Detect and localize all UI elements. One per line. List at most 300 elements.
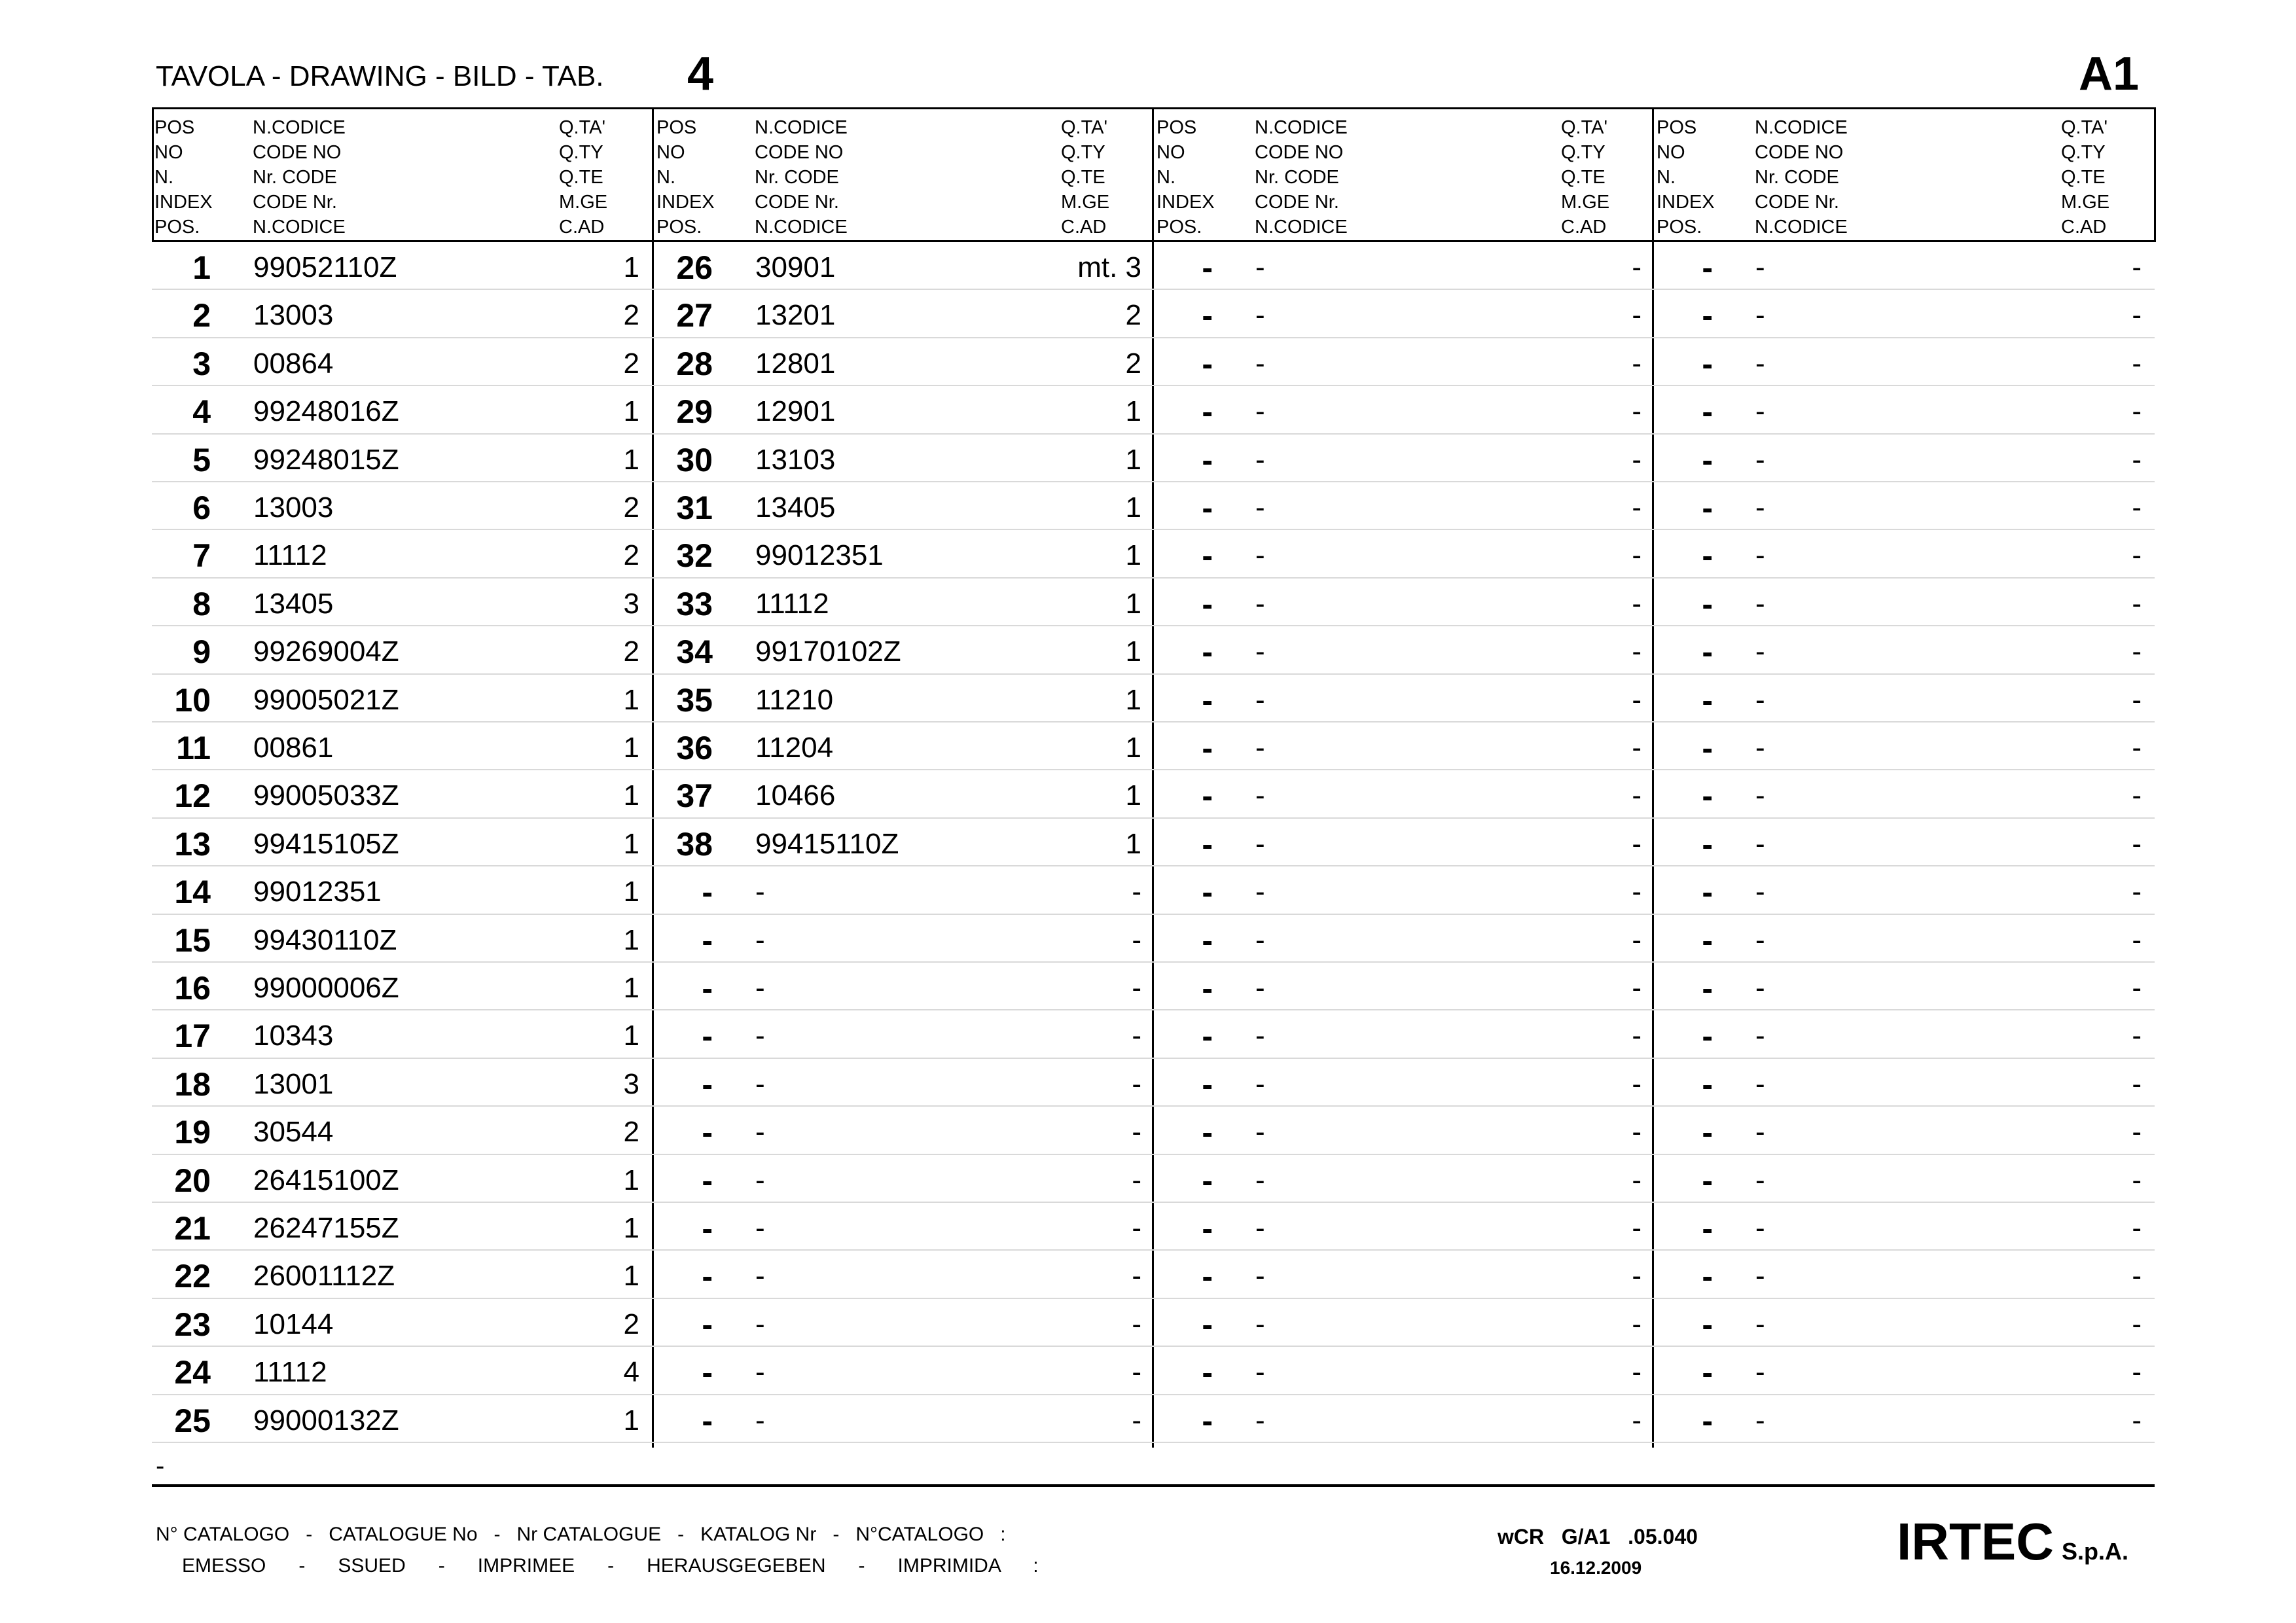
column-header-pos: [154, 115, 213, 240]
row-position: -: [1702, 537, 1713, 575]
row-position: -: [1202, 1114, 1213, 1151]
row-position: -: [1202, 1065, 1213, 1103]
row-position: 3: [192, 345, 211, 382]
row-quantity: 1: [623, 923, 639, 956]
row-quantity: -: [1132, 1404, 1141, 1436]
row-position: -: [1202, 633, 1213, 671]
row-quantity: -: [2132, 732, 2142, 764]
row-separator: [152, 1202, 2155, 1203]
row-position: 15: [174, 921, 211, 959]
header-label: M.GE: [1561, 192, 1610, 213]
row-quantity: 3: [623, 1067, 639, 1100]
header-label: N.CODICE: [253, 117, 346, 138]
row-quantity: -: [1632, 876, 1641, 908]
row-position: 37: [676, 777, 713, 815]
row-quantity: -: [1632, 1308, 1641, 1340]
row-quantity: -: [2132, 972, 2142, 1004]
row-separator: [152, 1249, 2155, 1251]
row-position: -: [702, 970, 713, 1007]
row-code: -: [1255, 876, 1265, 908]
row-quantity: 1: [623, 1164, 639, 1196]
row-position: 27: [676, 297, 713, 334]
row-code: -: [1255, 347, 1265, 380]
row-quantity: 2: [623, 635, 639, 668]
row-quantity: 2: [623, 1116, 639, 1149]
column-header-qty: [2061, 115, 2109, 240]
row-separator: [152, 1346, 2155, 1347]
row-separator: [152, 865, 2155, 866]
header-label: M.GE: [1061, 192, 1110, 213]
row-quantity: 2: [623, 299, 639, 332]
row-quantity: -: [2132, 251, 2142, 283]
row-quantity: 1: [1125, 779, 1141, 812]
row-position: 7: [192, 537, 211, 575]
footer: [156, 1512, 2159, 1597]
row-position: -: [1202, 585, 1213, 622]
row-position: -: [1702, 345, 1713, 382]
row-quantity: -: [1132, 1212, 1141, 1244]
row-code: 99000006Z: [253, 972, 399, 1004]
row-code: 11204: [755, 732, 834, 764]
header-label: CODE Nr.: [1755, 192, 1839, 213]
row-code: -: [1255, 779, 1265, 812]
row-quantity: -: [1632, 395, 1641, 428]
row-quantity: -: [1632, 779, 1641, 812]
row-code: 99000132Z: [253, 1404, 399, 1436]
row-code: 26001112Z: [253, 1260, 395, 1293]
header-label: N.: [154, 167, 173, 188]
table-number: 4: [687, 48, 714, 100]
row-code: 99248015Z: [253, 443, 399, 476]
row-quantity: 2: [1125, 347, 1141, 380]
header-label: POS.: [154, 217, 200, 238]
row-position: 12: [174, 777, 211, 815]
row-position: 17: [174, 1018, 211, 1055]
row-position: 36: [676, 730, 713, 766]
row-code: -: [755, 923, 765, 956]
row-position: -: [702, 1354, 713, 1391]
row-code: -: [1255, 491, 1265, 524]
row-quantity: -: [2132, 1260, 2142, 1293]
row-quantity: -: [1632, 1020, 1641, 1052]
row-code: 13003: [253, 491, 334, 524]
row-code: 99052110Z: [253, 251, 397, 283]
header-label: NO: [1157, 142, 1185, 163]
row-position: -: [1202, 345, 1213, 382]
row-separator: [152, 433, 2155, 435]
column-header-code: [1255, 115, 1348, 240]
row-separator: [152, 817, 2155, 819]
row-quantity: 2: [623, 491, 639, 524]
row-code: -: [1255, 923, 1265, 956]
row-quantity: -: [1632, 972, 1641, 1004]
row-quantity: 1: [623, 732, 639, 764]
header-label: N.: [656, 167, 675, 188]
header-label: INDEX: [154, 192, 213, 213]
row-position: -: [1702, 681, 1713, 719]
row-position: 30: [676, 441, 713, 478]
row-quantity: 1: [1125, 491, 1141, 524]
row-separator: [152, 625, 2155, 626]
row-code: -: [1255, 1356, 1265, 1389]
row-code: -: [1255, 299, 1265, 332]
row-code: -: [1255, 683, 1265, 716]
row-code: -: [755, 1308, 765, 1340]
row-position: -: [1702, 1065, 1713, 1103]
row-position: -: [702, 1114, 713, 1151]
row-position: -: [1702, 1114, 1713, 1151]
header-label: NO: [1657, 142, 1685, 163]
row-quantity: -: [1632, 923, 1641, 956]
header-label: C.AD: [1061, 217, 1107, 238]
row-position: -: [1702, 585, 1713, 622]
row-quantity: 1: [1125, 732, 1141, 764]
row-code: -: [755, 1404, 765, 1436]
row-code: -: [755, 1260, 765, 1293]
row-position: 6: [192, 490, 211, 526]
row-code: -: [1755, 1356, 1765, 1389]
row-code: 99430110Z: [253, 923, 397, 956]
row-quantity: -: [2132, 1356, 2142, 1389]
row-position: 26: [676, 249, 713, 286]
company-logo: [1897, 1512, 2128, 1572]
row-position: -: [702, 1258, 713, 1295]
header-label: POS: [154, 117, 195, 138]
header-label: NO: [154, 142, 183, 163]
column-header-code: [755, 115, 848, 240]
row-position: 38: [676, 825, 713, 863]
row-position: -: [1702, 1162, 1713, 1199]
row-code: -: [1755, 395, 1765, 428]
row-code: -: [1755, 1404, 1765, 1436]
row-code: -: [1255, 443, 1265, 476]
row-code: 13003: [253, 299, 334, 332]
row-quantity: -: [1632, 443, 1641, 476]
row-position: -: [702, 1065, 713, 1103]
row-quantity: -: [2132, 443, 2142, 476]
row-position: -: [702, 1018, 713, 1055]
row-separator: [152, 914, 2155, 915]
row-position: -: [1202, 1354, 1213, 1391]
row-code: -: [755, 1212, 765, 1244]
row-position: -: [1702, 970, 1713, 1007]
row-quantity: 1: [1125, 395, 1141, 428]
row-quantity: -: [1132, 1067, 1141, 1100]
row-code: 30901: [755, 251, 836, 283]
row-quantity: -: [2132, 1164, 2142, 1196]
row-quantity: -: [1132, 1308, 1141, 1340]
row-code: -: [1755, 732, 1765, 764]
header-label: Q.TA': [1061, 117, 1108, 138]
row-position: -: [702, 874, 713, 911]
row-quantity: -: [1632, 1212, 1641, 1244]
row-code: 12801: [755, 347, 836, 380]
row-code: -: [1755, 1308, 1765, 1340]
row-position: 23: [174, 1306, 211, 1343]
row-separator: [152, 1394, 2155, 1395]
row-code: -: [1755, 1212, 1765, 1244]
header-label: POS: [1657, 117, 1697, 138]
row-separator: [152, 1009, 2155, 1010]
row-code: 13405: [253, 587, 334, 620]
row-position: -: [1702, 633, 1713, 671]
row-quantity: -: [2132, 1212, 2142, 1244]
row-code: 11112: [253, 539, 327, 572]
row-code: 99170102Z: [755, 635, 901, 668]
header-label: N.CODICE: [1255, 117, 1348, 138]
header-label: CODE NO: [755, 142, 844, 163]
row-position: 1: [192, 249, 211, 286]
row-code: -: [1755, 299, 1765, 332]
row-quantity: -: [2132, 779, 2142, 812]
row-code: 99415105Z: [253, 827, 399, 860]
row-code: -: [1255, 1164, 1265, 1196]
row-code: -: [1255, 251, 1265, 283]
row-quantity: mt. 3: [1077, 251, 1141, 283]
row-code: -: [1255, 539, 1265, 572]
row-quantity: 2: [1125, 299, 1141, 332]
row-quantity: 1: [1125, 683, 1141, 716]
row-position: -: [702, 1210, 713, 1247]
row-position: 4: [192, 393, 211, 431]
header-label: Nr. CODE: [1255, 167, 1339, 188]
header-label: POS.: [656, 217, 702, 238]
row-separator: [152, 721, 2155, 722]
row-quantity: 1: [623, 1020, 639, 1052]
row-code: 11210: [755, 683, 834, 716]
row-separator: [152, 1442, 2155, 1443]
row-code: -: [1755, 779, 1765, 812]
row-code: 99012351: [755, 539, 884, 572]
row-position: -: [1202, 297, 1213, 334]
row-quantity: -: [1632, 683, 1641, 716]
row-quantity: -: [1132, 923, 1141, 956]
row-code: -: [1755, 635, 1765, 668]
row-code: -: [1755, 972, 1765, 1004]
catalog-code: wCR G/A1 .05.040: [1498, 1525, 1698, 1548]
row-code: 99012351: [253, 876, 382, 908]
header-label: N.: [1157, 167, 1175, 188]
row-separator: [152, 673, 2155, 675]
row-code: 99248016Z: [253, 395, 399, 428]
row-position: -: [1202, 1258, 1213, 1295]
row-code: -: [1755, 251, 1765, 283]
column-header-qty: [1561, 115, 1609, 240]
row-quantity: 1: [623, 827, 639, 860]
row-code: 00861: [253, 732, 334, 764]
header-label: Q.TA': [2061, 117, 2108, 138]
row-position: -: [1202, 1210, 1213, 1247]
row-code: 00864: [253, 347, 334, 380]
header-label: Q.TE: [1561, 167, 1605, 188]
header-label: Nr. CODE: [755, 167, 839, 188]
row-code: -: [755, 1356, 765, 1389]
row-separator: [152, 1105, 2155, 1107]
header-label: Q.TE: [2061, 167, 2106, 188]
row-quantity: -: [1132, 1116, 1141, 1149]
row-code: 26247155Z: [253, 1212, 399, 1244]
brand-name: IRTEC: [1897, 1512, 2054, 1571]
row-code: -: [1255, 1308, 1265, 1340]
row-quantity: -: [2132, 539, 2142, 572]
row-position: -: [1202, 441, 1213, 478]
row-position: -: [1202, 1306, 1213, 1343]
row-quantity: -: [1632, 827, 1641, 860]
row-code: 13201: [755, 299, 836, 332]
row-quantity: -: [1632, 1116, 1641, 1149]
header-label: M.GE: [559, 192, 608, 213]
row-quantity: -: [2132, 876, 2142, 908]
footer-issued-label: EMESSO - SSUED - IMPRIMEE - HERAUSGEGEBEN - IMPRIMIDA :: [182, 1555, 1039, 1577]
row-position: -: [1202, 490, 1213, 526]
row-position: -: [1702, 825, 1713, 863]
row-position: -: [1702, 1402, 1713, 1439]
header-label: Q.TE: [1061, 167, 1105, 188]
row-position: -: [702, 1402, 713, 1439]
header-label: C.AD: [559, 217, 605, 238]
header-label: N.CODICE: [755, 217, 848, 238]
row-position: 33: [676, 585, 713, 622]
row-quantity: 2: [623, 347, 639, 380]
row-position: 19: [174, 1114, 211, 1151]
row-code: 26415100Z: [253, 1164, 399, 1196]
row-code: -: [1755, 539, 1765, 572]
header-label: N.: [1657, 167, 1676, 188]
row-code: -: [1255, 1067, 1265, 1100]
row-quantity: -: [1632, 1356, 1641, 1389]
row-quantity: 1: [623, 1212, 639, 1244]
header-label: Nr. CODE: [1755, 167, 1839, 188]
footer-divider: [152, 1484, 2155, 1487]
row-quantity: -: [2132, 1067, 2142, 1100]
row-quantity: -: [1132, 972, 1141, 1004]
row-position: 31: [676, 490, 713, 526]
row-code: -: [1755, 443, 1765, 476]
row-quantity: -: [2132, 1020, 2142, 1052]
row-position: -: [1202, 921, 1213, 959]
row-code: -: [755, 1020, 765, 1052]
column-header-qty: [1061, 115, 1109, 240]
row-code: -: [755, 1067, 765, 1100]
header-label: POS: [1157, 117, 1197, 138]
table-column-2: [652, 107, 1154, 1448]
row-code: -: [1255, 395, 1265, 428]
row-separator: [152, 481, 2155, 482]
row-code: -: [755, 876, 765, 908]
row-quantity: -: [2132, 395, 2142, 428]
row-code: -: [1255, 1260, 1265, 1293]
column-header-pos: [1657, 115, 1715, 240]
row-position: 9: [192, 633, 211, 671]
row-position: -: [702, 1162, 713, 1199]
row-code: -: [1255, 972, 1265, 1004]
row-quantity: -: [2132, 683, 2142, 716]
row-position: -: [1202, 537, 1213, 575]
row-separator: [152, 529, 2155, 530]
column-header-code: [253, 115, 346, 240]
row-position: 11: [176, 730, 211, 766]
row-quantity: -: [2132, 923, 2142, 956]
row-code: -: [1755, 347, 1765, 380]
row-code: -: [1255, 1116, 1265, 1149]
row-code: -: [1255, 1020, 1265, 1052]
row-quantity: -: [1632, 732, 1641, 764]
header-label: Q.TE: [559, 167, 603, 188]
row-quantity: -: [2132, 299, 2142, 332]
row-separator: [152, 1154, 2155, 1155]
row-position: -: [1202, 681, 1213, 719]
row-separator: [152, 337, 2155, 338]
row-separator: [152, 385, 2155, 386]
row-code: -: [1755, 1116, 1765, 1149]
row-position: 8: [192, 585, 211, 622]
row-quantity: 1: [1125, 539, 1141, 572]
header-label: CODE NO: [1755, 142, 1844, 163]
row-code: 99005033Z: [253, 779, 399, 812]
row-quantity: -: [1632, 1164, 1641, 1196]
row-quantity: -: [1632, 347, 1641, 380]
row-position: 28: [676, 345, 713, 382]
row-separator: [152, 961, 2155, 963]
row-position: -: [1702, 1018, 1713, 1055]
row-position: -: [702, 1306, 713, 1343]
row-quantity: -: [1632, 1067, 1641, 1100]
header-label: N.CODICE: [755, 117, 848, 138]
row-position: -: [1702, 730, 1713, 766]
row-code: -: [1755, 683, 1765, 716]
row-separator: [152, 289, 2155, 290]
header-label: N.CODICE: [1755, 117, 1848, 138]
row-quantity: 1: [623, 251, 639, 283]
header-label: Q.TY: [1061, 142, 1105, 163]
column-header-qty: [559, 115, 607, 240]
table-column-1: [152, 107, 652, 1448]
row-code: -: [1755, 827, 1765, 860]
row-position: -: [1702, 249, 1713, 286]
row-quantity: -: [2132, 635, 2142, 668]
row-quantity: -: [1632, 587, 1641, 620]
row-quantity: -: [1632, 1260, 1641, 1293]
row-code: 99005021Z: [253, 683, 399, 716]
row-position: -: [1702, 1306, 1713, 1343]
issue-date: 16.12.2009: [1550, 1558, 1642, 1578]
row-quantity: -: [1132, 876, 1141, 908]
row-quantity: -: [1632, 539, 1641, 572]
row-code: 30544: [253, 1116, 334, 1149]
row-code: -: [1755, 587, 1765, 620]
header-label: CODE NO: [253, 142, 342, 163]
row-position: -: [1702, 874, 1713, 911]
row-quantity: 1: [1125, 587, 1141, 620]
row-position: 35: [676, 681, 713, 719]
row-code: -: [1755, 1067, 1765, 1100]
row-quantity: 4: [623, 1356, 639, 1389]
row-position: -: [1702, 490, 1713, 526]
header-label: N.CODICE: [1755, 217, 1848, 238]
row-code: 11112: [755, 587, 829, 620]
row-position: 25: [174, 1402, 211, 1439]
row-quantity: 1: [623, 683, 639, 716]
row-quantity: 1: [623, 443, 639, 476]
note-dash: -: [156, 1452, 165, 1480]
row-code: -: [1255, 827, 1265, 860]
row-code: -: [1255, 1404, 1265, 1436]
row-position: -: [1702, 777, 1713, 815]
header-label: Q.TA': [1561, 117, 1608, 138]
header-label: POS.: [1657, 217, 1702, 238]
row-code: -: [1755, 1020, 1765, 1052]
row-separator: [152, 1298, 2155, 1299]
